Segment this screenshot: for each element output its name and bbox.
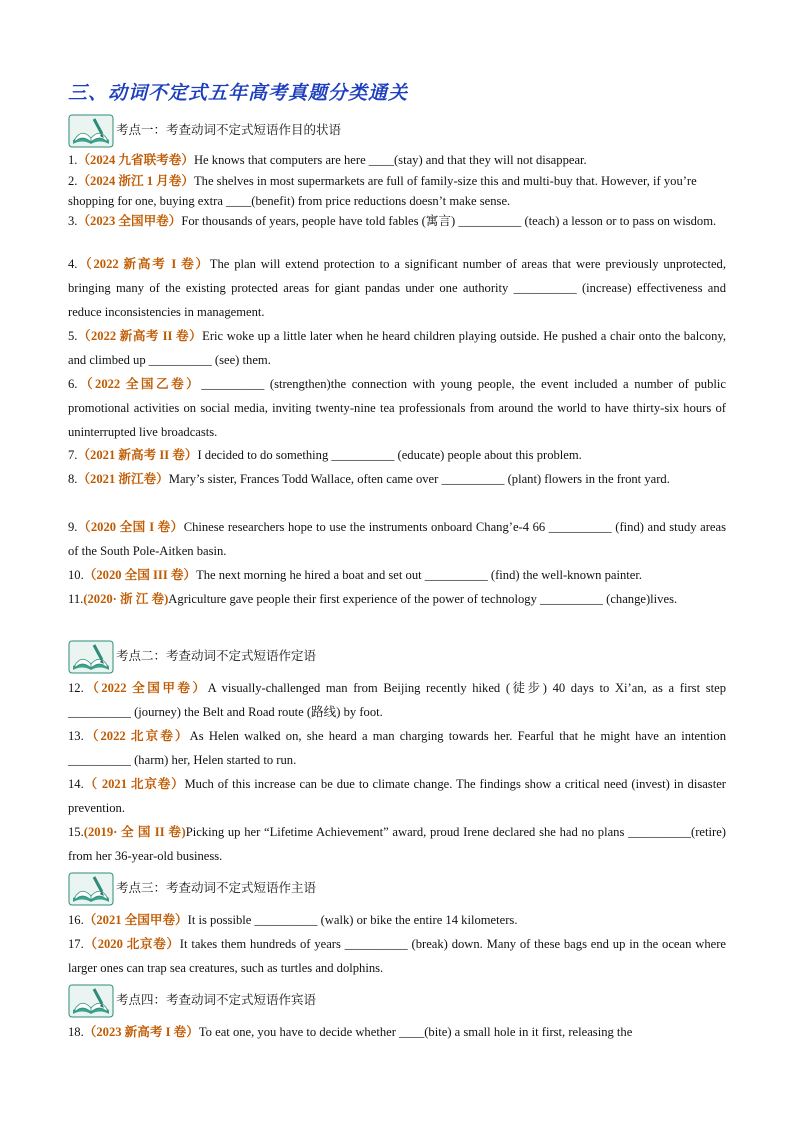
question-source: （2022 全国乙卷） (77, 377, 202, 391)
question-text: A visually-challenged man from Beijing recently hiked (徒步) 40 days to Xi’an, as a first step __________ (journey) the Belt and Road route (路线) by foot. (68, 681, 726, 719)
question-source: （2023 全国甲卷） (77, 214, 182, 228)
book-pen-icon (68, 114, 114, 148)
question-item (68, 443, 726, 467)
section-header (68, 640, 728, 674)
question-item (68, 563, 726, 587)
question-source: （2022 北京卷） (83, 729, 190, 743)
question-number: 6. (68, 377, 78, 391)
question-number: 4. (68, 257, 78, 271)
question-item (68, 932, 726, 980)
question-number: 13. (68, 729, 84, 743)
question-text: Much of this increase can be due to climate change. The findings show a critical need (invest) in disaster prevention. (68, 777, 726, 815)
question-number: 10. (68, 568, 84, 582)
question-item (68, 587, 726, 611)
question-text: Chinese researchers hope to use the instruments onboard Chang’e-4 66 __________ (find) and study areas of the South Pole-Aitken basin. (68, 520, 726, 558)
question-source: （2021 全国甲卷） (83, 913, 188, 927)
question-item (68, 171, 726, 211)
question-text: I decided to do something __________ (educate) people about this problem. (197, 448, 582, 462)
question-text: To eat one, you have to decide whether ____(bite) a small hole in it first, releasing the (198, 1025, 633, 1039)
question-text: The next morning he hired a boat and set out __________ (find) the well-known painter. (196, 568, 642, 582)
question-item (68, 820, 726, 868)
question-number: 5. (68, 329, 78, 343)
question-number: 3. (68, 214, 78, 228)
question-text: The shelves in most supermarkets are full of family-size this and multi-buy that. However, if you’re shopping for one, buying extra ____(benefit) from price reductions doesn’t make sense. (68, 174, 697, 208)
question-number: 1. (68, 153, 78, 167)
section-header (68, 114, 728, 148)
question-source: （2020 全国 III 卷） (83, 568, 197, 582)
question-text: Picking up her “Lifetime Achievement” award, proud Irene declared she had no plans __________(retire) from her 36-year-old business. (68, 825, 727, 863)
question-source: （2021 新高考 II 卷） (77, 448, 198, 462)
question-item (68, 324, 726, 372)
question-item (68, 676, 726, 724)
question-text: As Helen walked on, she heard a man charging towards her. Fearful that he might have an intention __________ (harm) her, Helen started to run. (68, 729, 727, 767)
section-title: 考点二：考查动词不定式短语作定语 (116, 648, 317, 663)
question-number: 15. (68, 825, 84, 839)
question-item (68, 515, 726, 563)
question-item (68, 1020, 726, 1044)
question-number: 9. (68, 520, 78, 534)
section-title: 考点四：考查动词不定式短语作宾语 (116, 992, 317, 1007)
question-source: （ 2021 北京卷） (83, 777, 185, 791)
question-number: 7. (68, 448, 78, 462)
question-source: （2020 北京卷） (83, 937, 180, 951)
question-text: Eric woke up a little later when he heard children playing outside. He pushed a chair onto the balcony, and climbed up __________ (see) them. (68, 329, 727, 367)
question-text: Agriculture gave people their first experience of the power of technology __________ (change)lives. (168, 592, 678, 606)
section-title: 考点三：考查动词不定式短语作主语 (116, 880, 317, 895)
page-title: 三、动词不定式五年高考真题分类通关 (68, 82, 409, 104)
question-number: 11. (68, 592, 84, 606)
question-text: It is possible __________ (walk) or bike the entire 14 kilometers. (187, 913, 518, 927)
question-item (68, 252, 726, 324)
question-item (68, 211, 726, 231)
question-source: （2024 九省联考卷） (77, 153, 194, 167)
question-source: （2021 浙江卷） (77, 472, 169, 486)
book-pen-icon (68, 872, 114, 906)
question-number: 17. (68, 937, 84, 951)
question-number: 14. (68, 777, 84, 791)
question-text: He knows that computers are here ____(stay) and that they will not disappear. (193, 153, 587, 167)
section-title: 考点一：考查动词不定式短语作目的状语 (116, 122, 342, 137)
question-number: 8. (68, 472, 78, 486)
question-number: 16. (68, 913, 84, 927)
question-source: (2019· 全 国 II 卷) (83, 825, 186, 839)
question-source: (2020· 浙 江 卷) (83, 592, 169, 606)
question-item (68, 372, 726, 444)
section-header (68, 984, 728, 1018)
question-number: 2. (68, 174, 78, 188)
question-source: （2022 全国甲卷） (83, 681, 208, 695)
question-source: （2023 新高考 I 卷） (83, 1025, 199, 1039)
section-header (68, 872, 728, 906)
question-source: （2022 新高考 II 卷） (77, 329, 203, 343)
question-text: The plan will extend protection to a significant number of areas that were previously unprotected, bringing many of the existing protected areas for giant pandas under one authority __________ (increase) effectiveness and reduce inconsistencies in management. (68, 257, 726, 319)
question-item (68, 772, 726, 820)
question-number: 12. (68, 681, 84, 695)
question-item (68, 724, 726, 772)
question-item (68, 150, 726, 170)
question-source: （2020 全国 I 卷） (77, 520, 184, 534)
question-source: （2024 浙江 1 月卷） (77, 174, 194, 188)
question-source: （2022 新高考 I 卷） (77, 257, 210, 271)
question-text: It takes them hundreds of years __________ (break) down. Many of these bags end up in the ocean where larger ones can trap sea creatures, such as turtles and dolphins. (68, 937, 726, 975)
book-pen-icon (68, 984, 114, 1018)
book-pen-icon (68, 640, 114, 674)
question-text: __________ (strengthen)the connection with young people, the event included a number of public promotional activities on social media, inviting twenty-nine tea professionals from around the world to have thirty-six hours of uninterrupted live broadcasts. (68, 377, 726, 439)
question-text: For thousands of years, people have told fables (寓言) __________ (teach) a lesson or to pass on wisdom. (181, 214, 717, 228)
question-item (68, 467, 726, 491)
question-text: Mary’s sister, Frances Todd Wallace, often came over __________ (plant) flowers in the front yard. (168, 472, 670, 486)
question-item (68, 908, 726, 932)
question-number: 18. (68, 1025, 84, 1039)
